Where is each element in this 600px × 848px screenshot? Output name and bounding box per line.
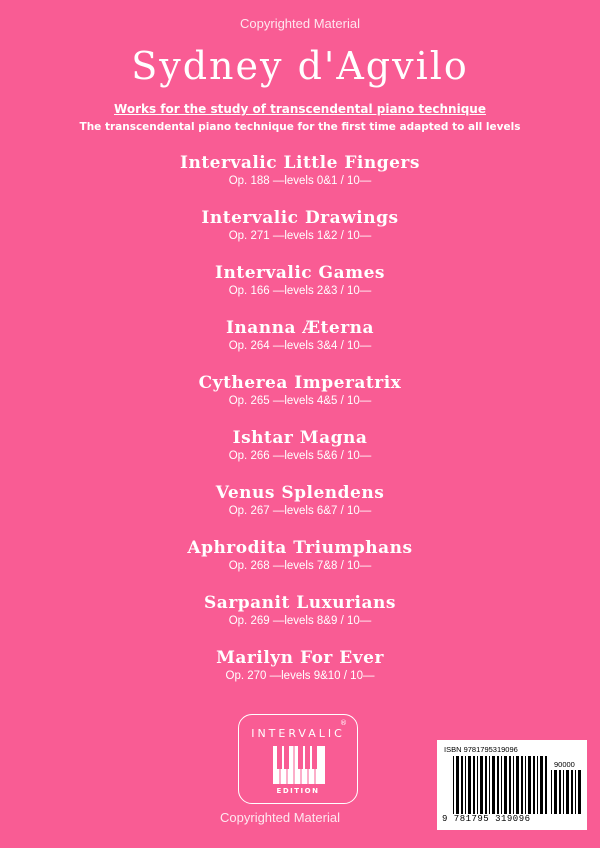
barcode-digits: 9 781795 319096: [442, 814, 531, 824]
barcode-bars: [453, 756, 548, 814]
work-opus-levels: Op. 269 —levels 8&9 / 10—: [228, 615, 372, 627]
copyright-watermark-bottom: Copyrighted Material: [220, 810, 340, 825]
work-title: Intervalic Little Fingers: [180, 153, 420, 173]
works-list: [0, 152, 600, 702]
work-title: Sarpanit Luxurians: [204, 593, 396, 613]
intervalic-edition-logo: [238, 714, 358, 804]
work-title: Aphrodita Triumphans: [187, 538, 413, 558]
work-item: [0, 372, 600, 427]
work-item: [0, 647, 600, 702]
logo-wordmark: INTERVALIC: [251, 727, 345, 740]
registered-mark: ®: [340, 719, 347, 727]
author-name: Sydney d'Agvilo: [131, 44, 469, 88]
work-title: Intervalic Drawings: [201, 208, 399, 228]
work-item: [0, 152, 600, 207]
barcode-price-code: 90000: [554, 760, 575, 769]
work-opus-levels: Op. 166 —levels 2&3 / 10—: [228, 285, 372, 297]
work-item: [0, 592, 600, 647]
series-subtitle: Works for the study of transcendental piano technique: [114, 102, 486, 116]
isbn-label: ISBN 9781795319096: [444, 745, 518, 754]
work-title: Intervalic Games: [215, 263, 385, 283]
copyright-watermark-top: Copyrighted Material: [240, 16, 360, 31]
logo-edition-label: EDITION: [276, 787, 320, 795]
work-opus-levels: Op. 264 —levels 3&4 / 10—: [228, 340, 372, 352]
work-item: [0, 482, 600, 537]
work-title: Venus Splendens: [215, 483, 385, 503]
piano-keys-icon: [273, 746, 325, 784]
work-opus-levels: Op. 270 —levels 9&10 / 10—: [225, 670, 375, 682]
work-item: [0, 537, 600, 592]
work-item: [0, 262, 600, 317]
work-opus-levels: Op. 267 —levels 6&7 / 10—: [228, 505, 372, 517]
work-title: Marilyn For Ever: [216, 648, 384, 668]
work-opus-levels: Op. 188 —levels 0&1 / 10—: [228, 175, 372, 187]
work-opus-levels: Op. 266 —levels 5&6 / 10—: [228, 450, 372, 462]
work-opus-levels: Op. 268 —levels 7&8 / 10—: [228, 560, 372, 572]
work-title: Inanna Æterna: [225, 318, 375, 338]
barcode-addon-bars: [551, 770, 581, 814]
work-title: Cytherea Imperatrix: [198, 373, 402, 393]
work-item: [0, 317, 600, 372]
work-opus-levels: Op. 265 —levels 4&5 / 10—: [228, 395, 372, 407]
series-tagline: The transcendental piano technique for the first time adapted to all levels: [79, 121, 521, 133]
work-opus-levels: Op. 271 —levels 1&2 / 10—: [228, 230, 372, 242]
work-item: [0, 207, 600, 262]
work-title: Ishtar Magna: [232, 428, 368, 448]
work-item: [0, 427, 600, 482]
